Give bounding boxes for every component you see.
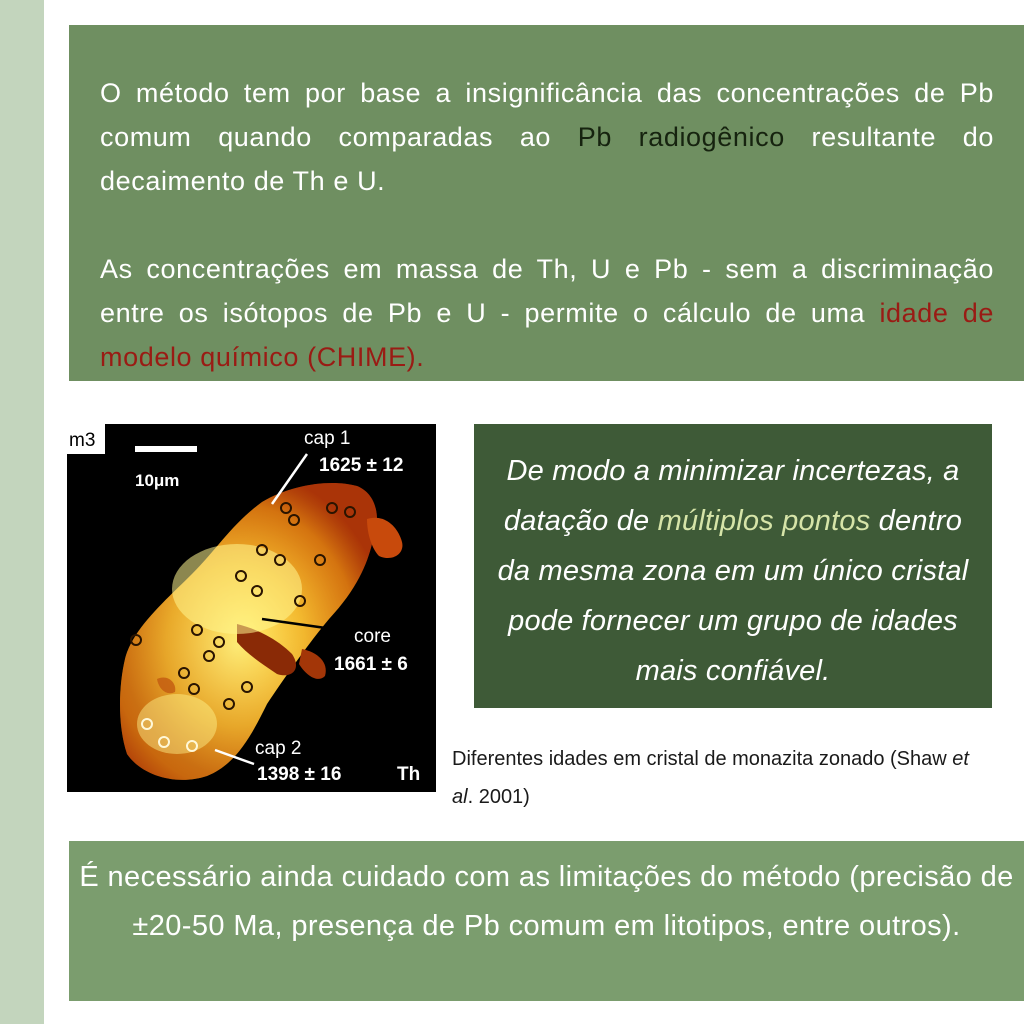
highlight-text: De modo a minimizar incertezas, a datação de: [503, 455, 960, 537]
cap1-label: cap 1: [304, 428, 351, 449]
intro-text-box: [69, 25, 1024, 381]
core-age: 1661 ± 6: [334, 654, 408, 675]
chime-highlight: idade de modelo químico (CHIME).: [100, 298, 994, 372]
scale-bar-label: 10μm: [135, 471, 180, 490]
multiple-points-highlight: múltiplos pontos: [657, 505, 871, 537]
intro-p1-text-end: resultante do decaimento de Th e U.: [100, 122, 994, 196]
cap2-label: cap 2: [255, 738, 302, 759]
figure-caption: [452, 740, 972, 816]
limitations-text: É necessário ainda cuidado com as limitações do método (precisão de ±20-50 Ma, presença de Pb comum em litotipos, entre outros).: [79, 861, 1014, 942]
element-label: Th: [397, 764, 421, 785]
cap1-age: 1625 ± 12: [319, 455, 404, 476]
cap2-age: 1398 ± 16: [257, 764, 342, 785]
intro-paragraph-1: [100, 71, 994, 203]
caption-italic: et al: [452, 748, 969, 808]
core-label: core: [354, 626, 391, 647]
intro-p1-text: O método tem por base a insignificância das concentrações de Pb comum quando comparadas ao: [100, 78, 994, 152]
caption-text-end: . 2001): [467, 786, 530, 808]
intro-paragraph-2: [100, 247, 994, 379]
panel-label: m3: [69, 430, 96, 451]
intro-p2-text: As concentrações em massa de Th, U e Pb - sem a discriminação entre os isótopos de Pb e U - permite o cálculo de uma: [100, 254, 994, 328]
radiogenic-pb-highlight: Pb radiogênico: [577, 122, 785, 152]
monazite-crystal-image: [67, 424, 436, 792]
caption-text: Diferentes idades em cristal de monazita zonado (Shaw: [452, 748, 953, 770]
limitations-text-box: [69, 841, 1024, 1001]
left-accent-bar: [0, 0, 44, 1024]
highlight-text-box: [474, 424, 992, 708]
highlight-text-end: dentro da mesma zona em um único cristal pode fornecer um grupo de idades mais confiável.: [497, 505, 969, 687]
